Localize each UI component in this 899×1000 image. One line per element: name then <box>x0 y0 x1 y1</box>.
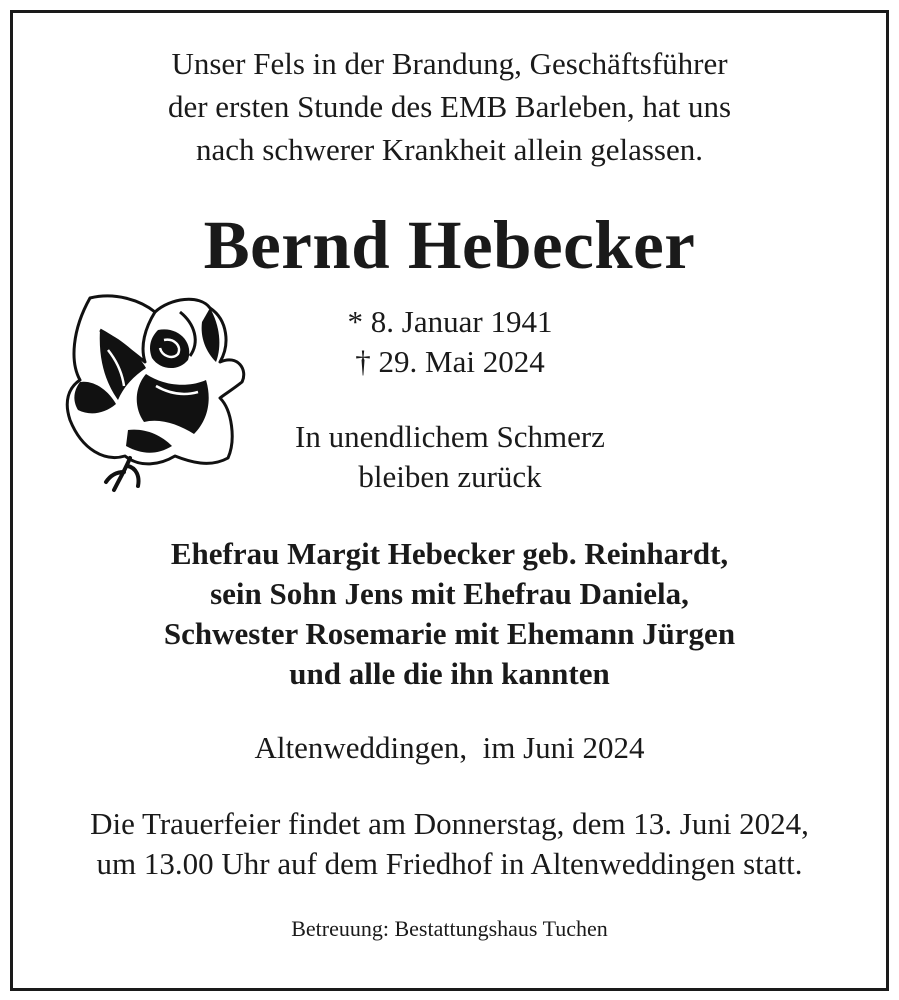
intro-line: der ersten Stunde des EMB Barleben, hat uns <box>167 89 732 124</box>
funeral-service-info <box>0 804 899 884</box>
family-list <box>0 534 899 694</box>
mourning-line: bleiben zurück <box>358 459 542 494</box>
family-line: Schwester Rosemarie mit Ehemann Jürgen <box>163 616 736 651</box>
family-line: und alle die ihn kannten <box>289 656 610 691</box>
rose-icon <box>60 290 250 495</box>
intro-line: Unser Fels in der Brandung, Geschäftsführer <box>171 46 728 81</box>
intro-line: nach schwerer Krankheit allein gelassen. <box>196 132 703 167</box>
life-dates <box>300 302 600 382</box>
family-line: sein Sohn Jens mit Ehefrau Daniela, <box>210 576 689 611</box>
death-date: † 29. Mai 2024 <box>355 344 545 379</box>
family-line: Ehefrau Margit Hebecker geb. Reinhardt, <box>170 536 729 571</box>
mourning-line: In unendlichem Schmerz <box>295 419 605 454</box>
birth-date: * 8. Januar 1941 <box>347 304 553 339</box>
place-date <box>0 728 899 768</box>
service-line: um 13.00 Uhr auf dem Friedhof in Altenweddingen statt. <box>96 846 803 881</box>
place-date-text: Altenweddingen, im Juni 2024 <box>254 730 645 765</box>
mourning-text <box>250 417 650 497</box>
funeral-home-credit: Betreuung: Bestattungshaus Tuchen <box>291 916 608 941</box>
intro-text <box>0 42 899 171</box>
service-line: Die Trauerfeier findet am Donnerstag, dem 13. Juni 2024, <box>90 806 809 841</box>
deceased-name: Bernd Hebecker <box>203 207 696 283</box>
